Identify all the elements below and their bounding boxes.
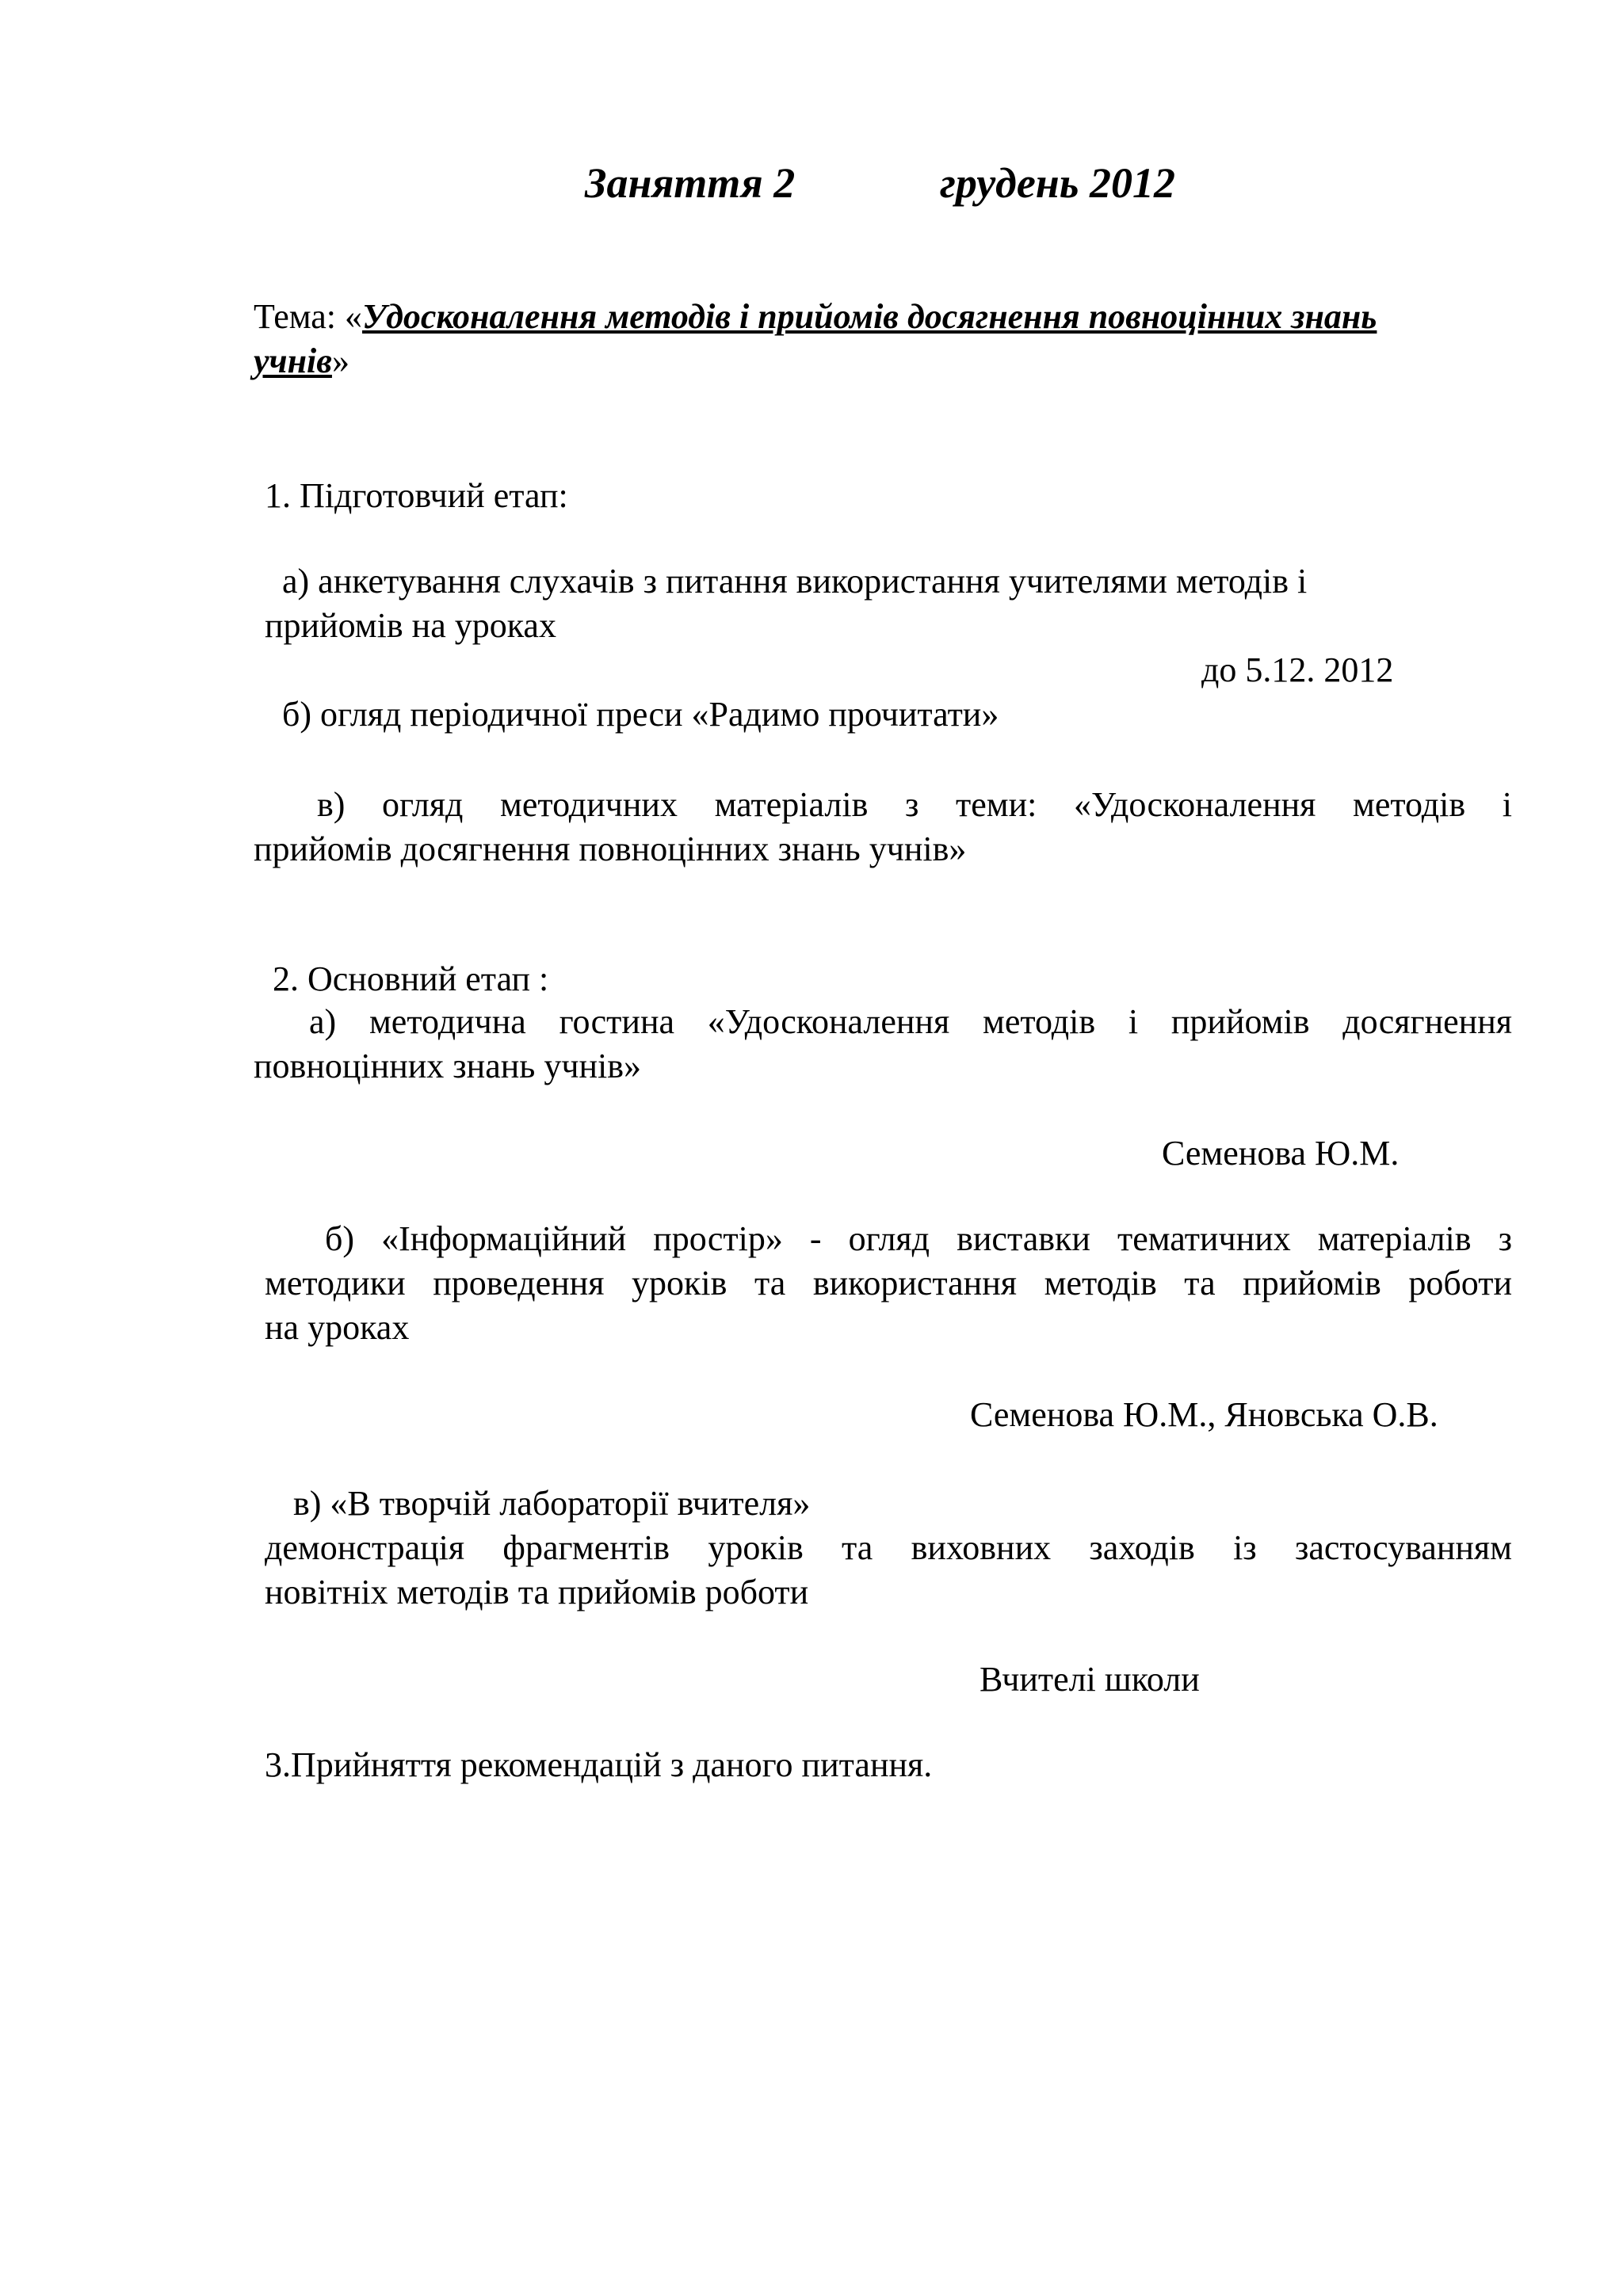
stage1-v-line2: прийомів досягнення повноцінних знань учнів» <box>254 830 967 868</box>
lesson-heading: Заняття 2 <box>585 159 796 207</box>
stage2-a-responsible: Семенова Ю.М. <box>1162 1134 1400 1173</box>
stage2-v-responsible: Вчителі школи <box>980 1660 1200 1699</box>
stage1-a-line1: а) анкетування слухачів з питання використання учителями методів і <box>282 562 1308 601</box>
stage3-text: 3.Прийняття рекомендацій з даного питання. <box>265 1745 933 1784</box>
stage2-title: 2. Основний етап : <box>273 959 549 998</box>
topic-label: Тема: « <box>254 297 363 336</box>
stage2-b-line3: на уроках <box>265 1308 410 1347</box>
stage2-a-line1: а) методична гостина «Удосконалення методів і прийомів досягнення <box>309 1002 1512 1041</box>
date-heading: грудень 2012 <box>940 159 1175 207</box>
stage1-title: 1. Підготовчий етап: <box>265 476 568 515</box>
topic-close: » <box>331 341 349 380</box>
stage1-b: б) огляд періодичної преси «Радимо прочитати» <box>282 695 999 734</box>
topic-text-2: учнів <box>254 341 332 380</box>
stage2-b-line1: б) «Інформаційний простір» - огляд виставки тематичних матеріалів з <box>325 1219 1512 1258</box>
stage1-v-line1: в) огляд методичних матеріалів з теми: «Удосконалення методів і <box>317 785 1512 824</box>
stage1-a-line2: прийомів на уроках <box>265 606 556 645</box>
topic-line-2 <box>254 339 349 383</box>
stage2-a-line2: повноцінних знань учнів» <box>254 1047 642 1085</box>
stage1-a-deadline: до 5.12. 2012 <box>1201 650 1394 689</box>
stage2-b-line2: методики проведення уроків та використання методів та прийомів роботи <box>265 1264 1512 1302</box>
stage2-v-line3: новітніх методів та прийомів роботи <box>265 1573 809 1611</box>
stage2-v-line2: демонстрація фрагментів уроків та виховних заходів із застосуванням <box>265 1528 1512 1567</box>
topic-text-1: Удосконалення методів і прийомів досягнення повноцінних знань <box>362 297 1377 336</box>
stage2-b-responsible: Семенова Ю.М., Яновська О.В. <box>970 1395 1438 1434</box>
topic-line-1 <box>254 295 1528 339</box>
stage2-v-line1: в) «В творчій лабораторії вчителя» <box>293 1484 811 1523</box>
